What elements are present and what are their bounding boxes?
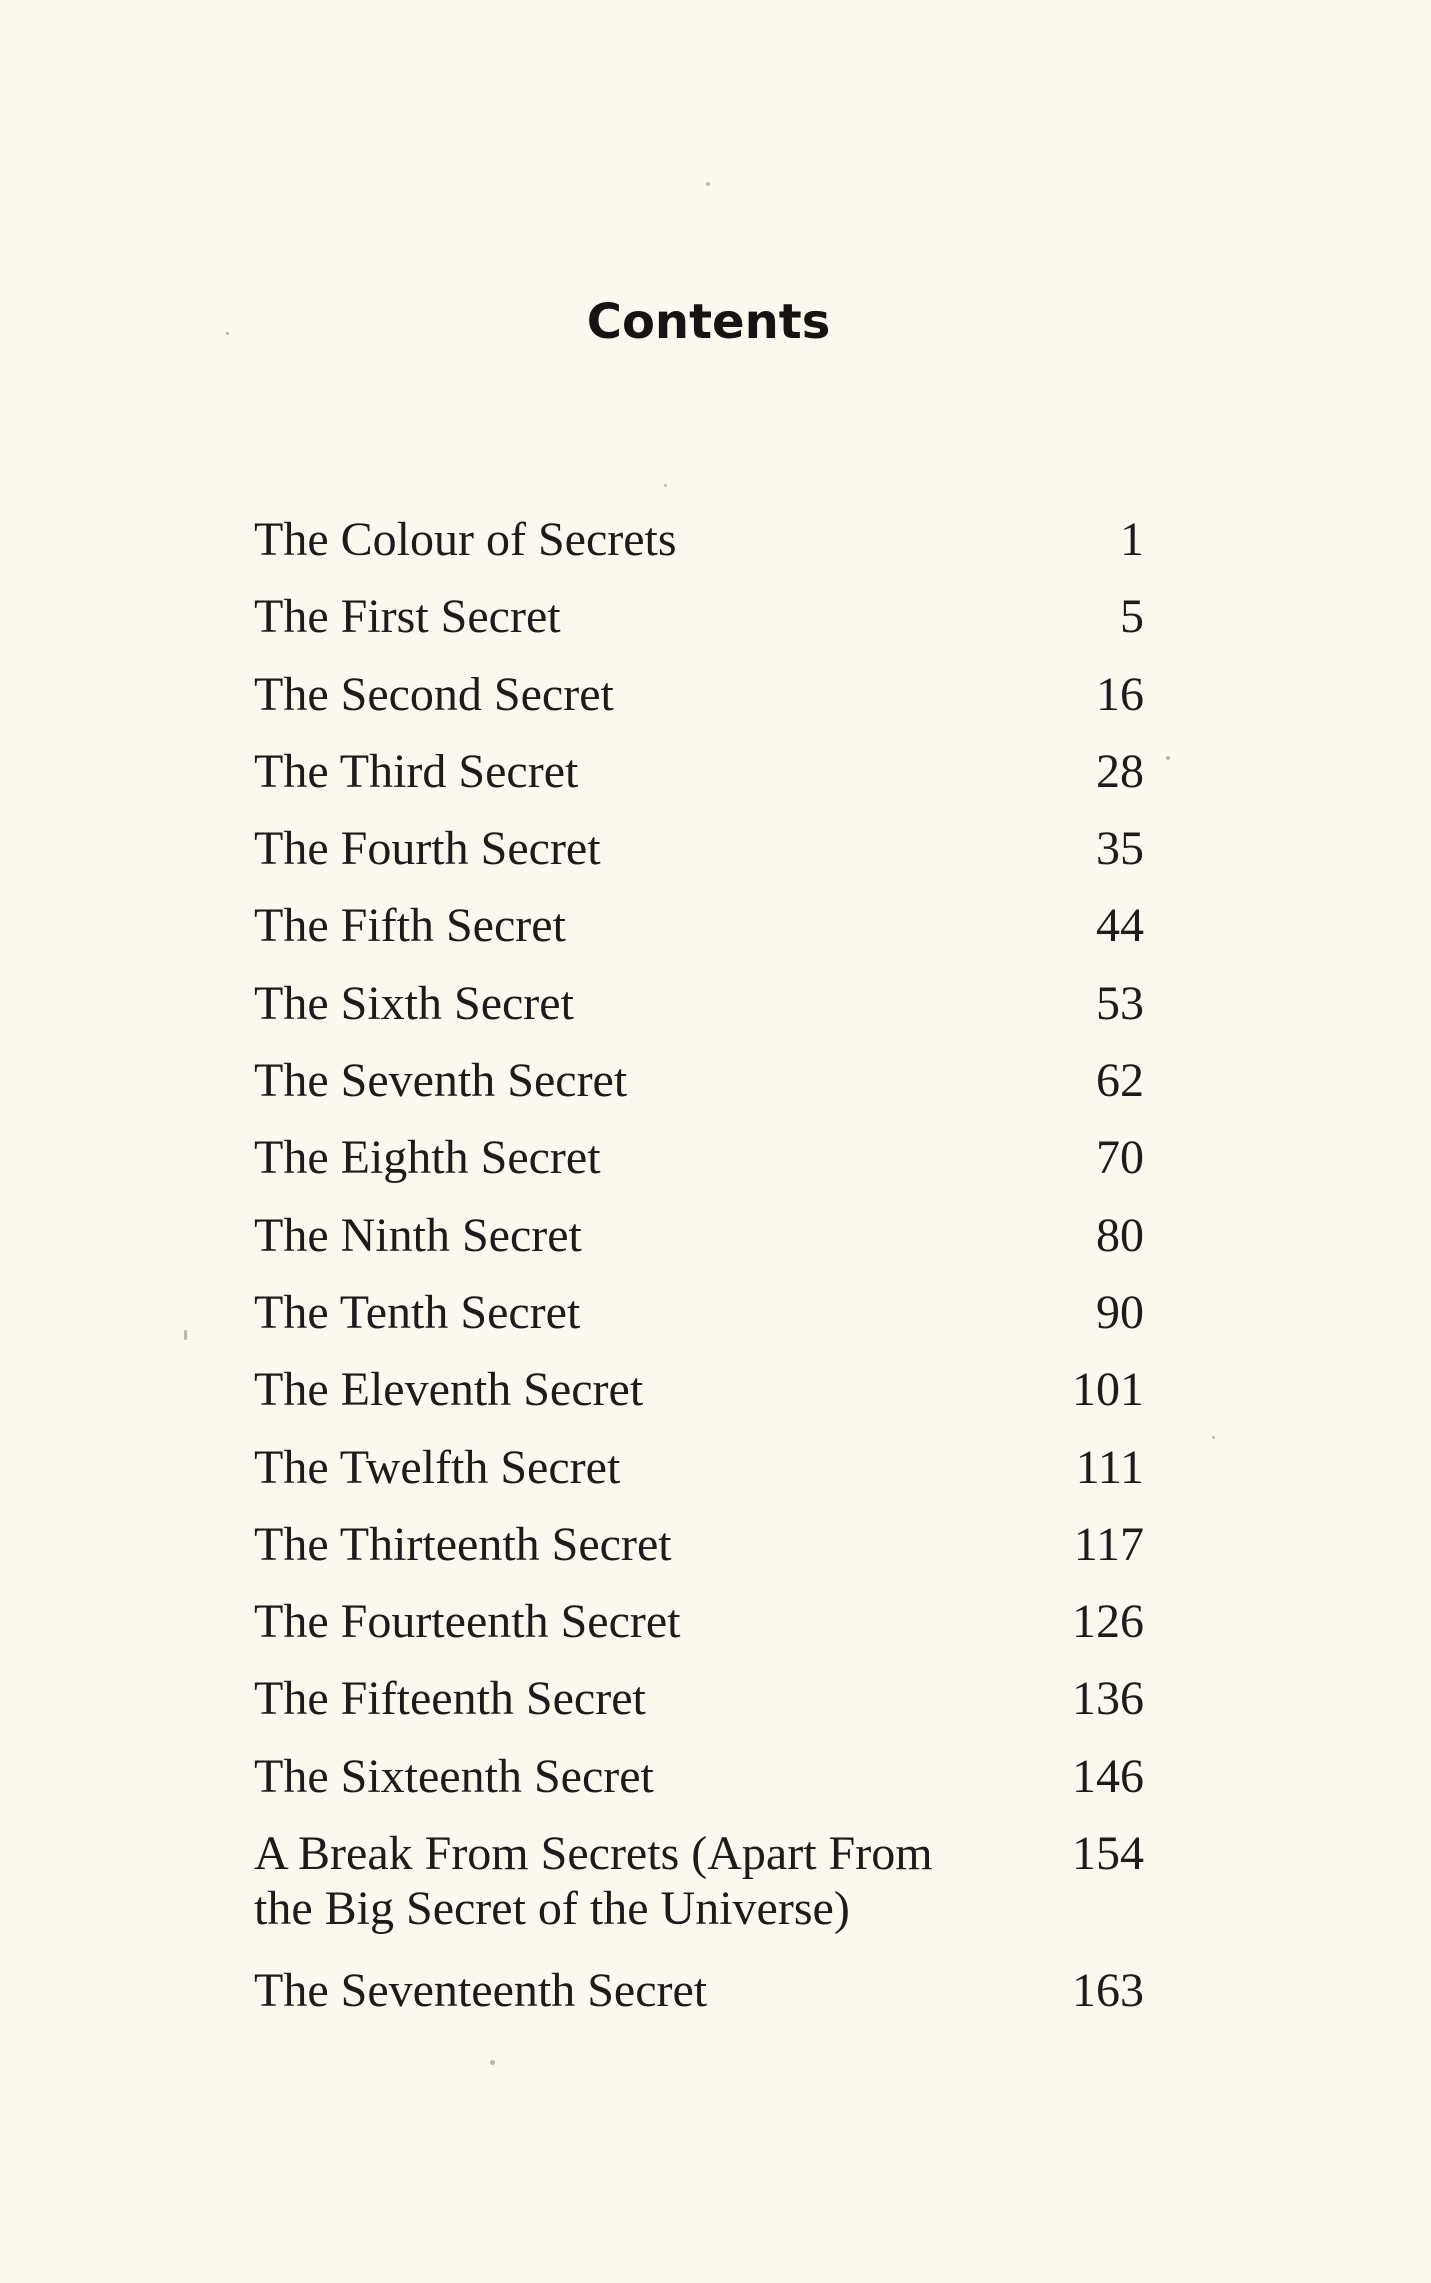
toc-entry xyxy=(254,1285,1144,1362)
entry-page-number: 126 xyxy=(1072,1595,1144,1649)
toc-entry xyxy=(254,1440,1144,1517)
entry-title: The Sixth Secret xyxy=(254,976,574,1030)
entry-page-number: 154 xyxy=(1072,1827,1144,1881)
entry-page-number: 53 xyxy=(1096,976,1144,1030)
entry-title: The Fifth Secret xyxy=(254,899,566,953)
paper-speck xyxy=(1166,756,1170,760)
entry-title: The Fifteenth Secret xyxy=(254,1672,646,1726)
entry-title: The Second Secret xyxy=(254,667,614,721)
entry-page-number: 146 xyxy=(1072,1749,1144,1803)
toc-entry xyxy=(254,1963,1144,2040)
paper-speck xyxy=(184,1330,187,1340)
entry-title: The Ninth Secret xyxy=(254,1208,582,1262)
page-title: Contents xyxy=(586,294,831,351)
entry-page-number: 35 xyxy=(1096,822,1144,876)
entry-page-number: 70 xyxy=(1096,1131,1144,1185)
entry-title: The Colour of Secrets xyxy=(254,513,677,566)
toc-entry xyxy=(254,1362,1144,1439)
entry-page-number: 136 xyxy=(1072,1672,1144,1726)
table-of-contents xyxy=(254,512,1144,2040)
entry-title: The Third Secret xyxy=(254,744,579,798)
toc-entry xyxy=(254,1671,1144,1748)
toc-entry xyxy=(254,898,1144,975)
entry-page-number: 90 xyxy=(1096,1285,1144,1339)
toc-entry xyxy=(254,1130,1144,1207)
entry-page-number: 28 xyxy=(1096,744,1144,798)
entry-title: The Eleventh Secret xyxy=(254,1363,644,1417)
toc-entry xyxy=(254,1053,1144,1130)
entry-title: The Tenth Secret xyxy=(254,1285,581,1339)
paper-speck xyxy=(664,484,667,487)
entry-title: The Fourteenth Secret xyxy=(254,1595,681,1649)
entry-title: The Seventeenth Secret xyxy=(254,1964,708,2018)
toc-entry xyxy=(254,1208,1144,1285)
entry-page-number: 1 xyxy=(1120,513,1144,566)
entry-title: The Twelfth Secret xyxy=(254,1440,621,1494)
toc-entry xyxy=(254,821,1144,898)
toc-entry xyxy=(254,1517,1144,1594)
toc-entry xyxy=(254,1594,1144,1671)
entry-page-number: 111 xyxy=(1075,1440,1144,1494)
entry-page-number: 117 xyxy=(1073,1517,1144,1571)
toc-entry xyxy=(254,667,1144,744)
entry-title: The Fourth Secret xyxy=(254,822,601,876)
paper-speck xyxy=(706,182,710,186)
toc-entry xyxy=(254,1749,1144,1826)
entry-page-number: 163 xyxy=(1072,1964,1144,2018)
toc-entry xyxy=(254,744,1144,821)
toc-entry xyxy=(254,512,1144,589)
toc-entry xyxy=(254,976,1144,1053)
entry-title: The First Secret xyxy=(254,590,561,644)
entry-page-number: 16 xyxy=(1096,667,1144,721)
entry-title: The Eighth Secret xyxy=(254,1131,601,1185)
paper-speck xyxy=(490,2060,495,2065)
entry-title: The Sixteenth Secret xyxy=(254,1749,654,1803)
entry-page-number: 80 xyxy=(1096,1208,1144,1262)
toc-entry xyxy=(254,589,1144,666)
toc-entry xyxy=(254,1826,1144,1963)
entry-title: A Break From Secrets (Apart From the Big Secret of the Universe) xyxy=(254,1827,933,1936)
entry-page-number: 62 xyxy=(1096,1054,1144,1108)
entry-page-number: 44 xyxy=(1096,899,1144,953)
entry-page-number: 5 xyxy=(1120,590,1144,644)
paper-speck xyxy=(1212,1436,1215,1439)
entry-title: The Seventh Secret xyxy=(254,1054,628,1108)
entry-title: The Thirteenth Secret xyxy=(254,1517,672,1571)
entry-page-number: 101 xyxy=(1072,1363,1144,1417)
